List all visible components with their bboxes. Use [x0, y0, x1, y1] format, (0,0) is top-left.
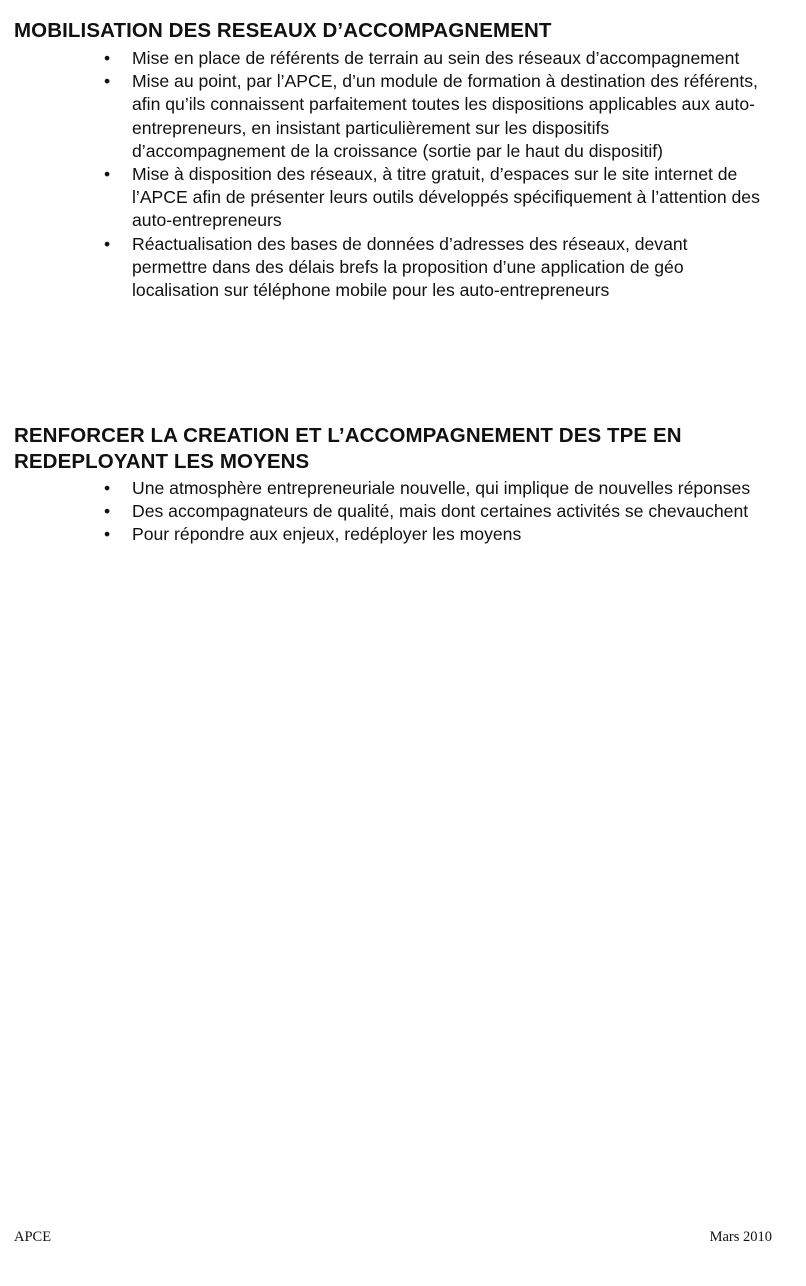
list-item	[104, 477, 764, 500]
list-item	[104, 500, 764, 523]
bullet-icon: •	[104, 164, 111, 185]
list-item-text: Pour répondre aux enjeux, redéployer les moyens	[132, 524, 522, 545]
section-1-heading: MOBILISATION DES RESEAUX D’ACCOMPAGNEMENT	[14, 19, 552, 42]
list-item-text: Mise en place de référents de terrain au sein des réseaux d’accompagnement	[132, 48, 740, 68]
bullet-icon: •	[104, 48, 111, 68]
list-item-text: Mise à disposition des réseaux, à titre gratuit, d’espaces sur le site internet de l’APCE afin de présenter leurs outils développés spécifiquement à l’attention des auto-entrepreneurs	[132, 164, 760, 231]
bullet-icon: •	[104, 71, 111, 92]
section-2-list	[104, 477, 764, 547]
section-1-list	[104, 47, 764, 302]
bullet-icon: •	[104, 478, 111, 498]
list-item-text: Réactualisation des bases de données d’adresses des réseaux, devant permettre dans des délais brefs la proposition d’une application de géo localisation sur téléphone mobile pour les auto-entrepreneurs	[132, 233, 688, 301]
footer-right: Mars 2010	[709, 1229, 772, 1245]
list-item-text: Des accompagnateurs de qualité, mais dont certaines activités se chevauchent	[132, 501, 749, 522]
bullet-icon: •	[104, 233, 111, 254]
list-item	[104, 163, 764, 233]
list-item	[104, 70, 764, 163]
list-item-text: Mise au point, par l’APCE, d’un module de formation à destination des référents, afin qu’ils connaissent parfaitement toutes les dispositions applicables aux auto-entrepreneurs, en insistant particulièrement sur les dispositifs d’accompagnement de la croissance (sortie par le haut du dispositif)	[132, 71, 758, 161]
list-item	[104, 47, 764, 70]
bullet-icon: •	[104, 501, 111, 522]
list-item-text: Une atmosphère entrepreneuriale nouvelle, qui implique de nouvelles réponses	[132, 478, 751, 498]
list-item	[104, 523, 764, 546]
list-item	[104, 233, 764, 303]
bullet-icon: •	[104, 524, 111, 545]
footer-left: APCE	[14, 1229, 52, 1245]
section-2-heading: RENFORCER LA CREATION ET L’ACCOMPAGNEMENT DES TPE EN REDEPLOYANT LES MOYENS	[14, 424, 682, 473]
